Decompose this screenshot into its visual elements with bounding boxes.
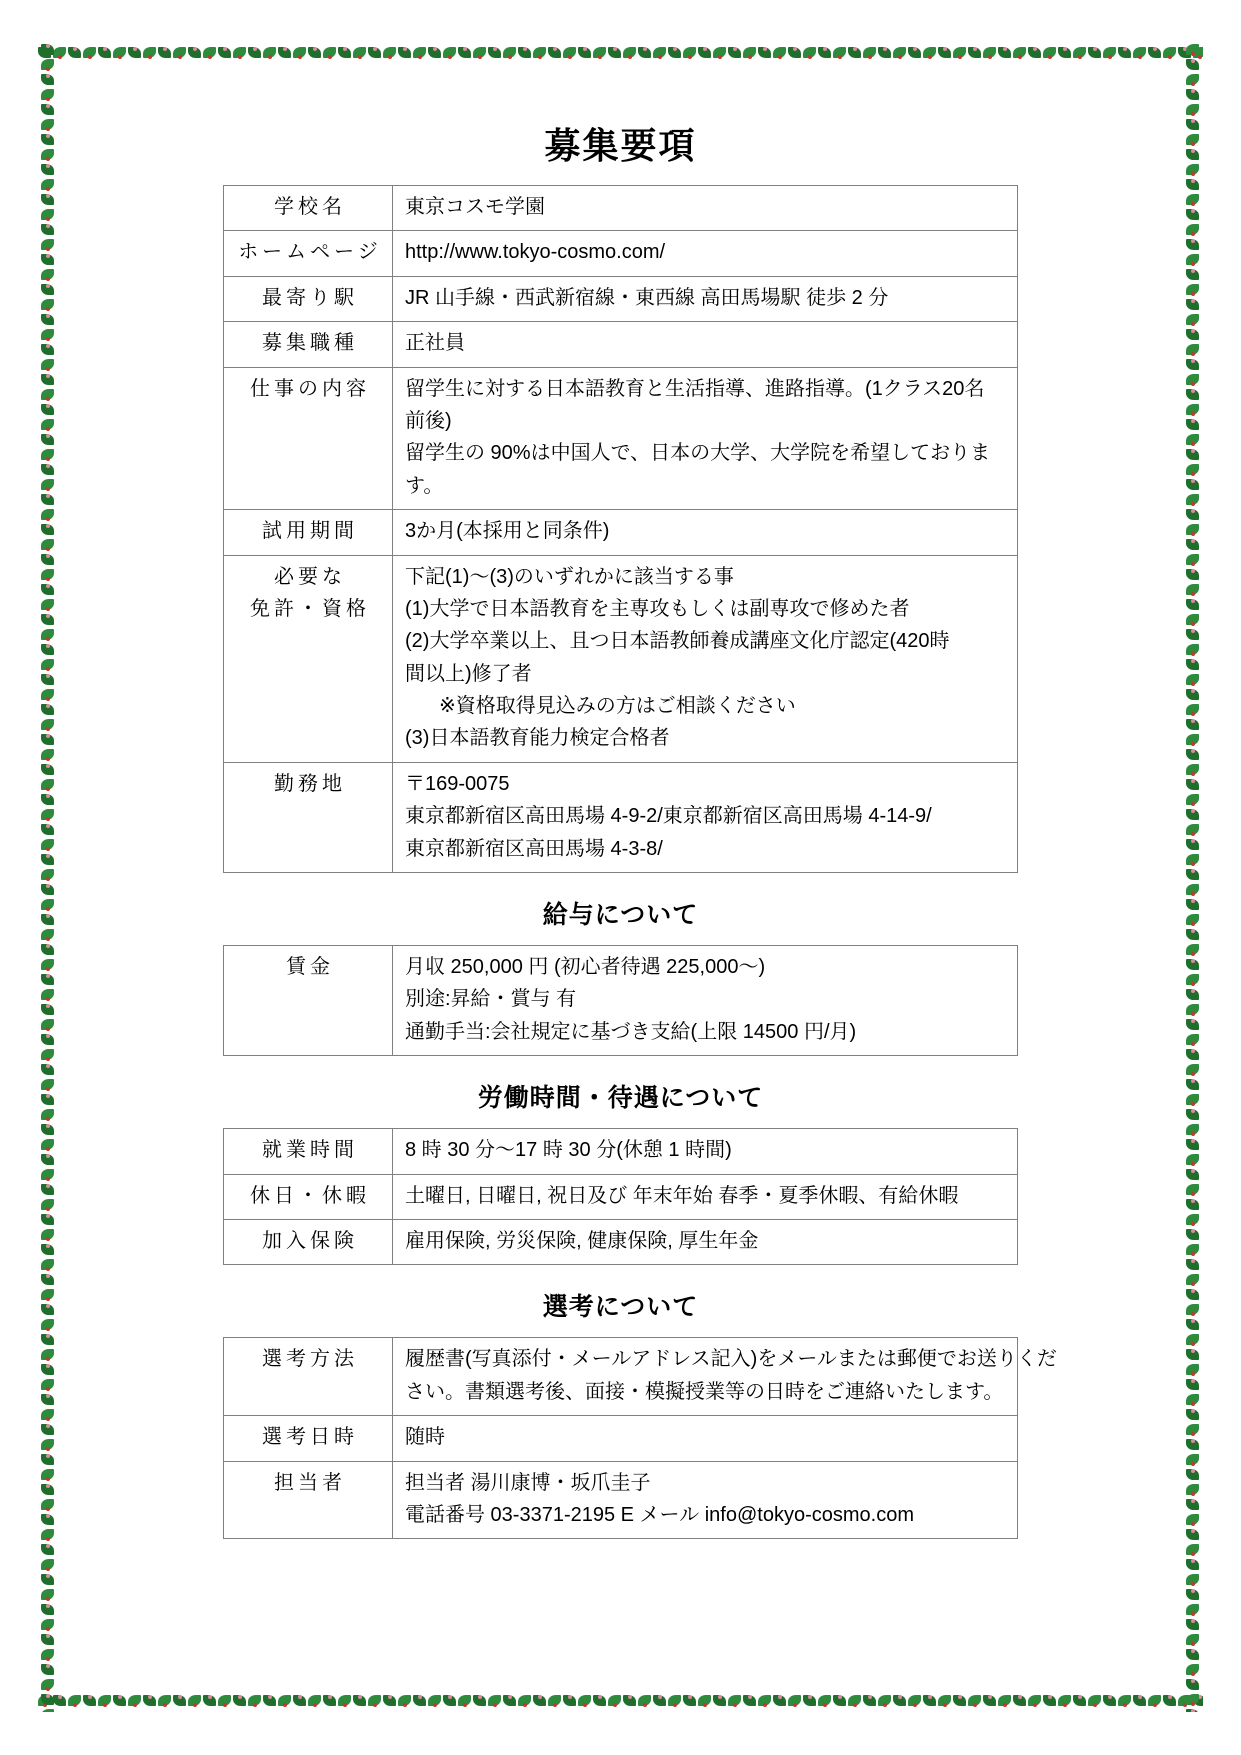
row-value-line: 8 時 30 分〜17 時 30 分(休憩 1 時間) xyxy=(405,1139,732,1162)
holly-berry-icon xyxy=(898,1695,902,1699)
holly-leaf-icon xyxy=(908,1695,921,1706)
holly-berry-icon xyxy=(223,1703,227,1707)
table-row xyxy=(224,946,1018,1056)
holly-berry-icon xyxy=(358,1695,362,1699)
holly-leaf-icon xyxy=(278,1695,291,1706)
holly-leaf-icon xyxy=(608,1695,621,1706)
row-value xyxy=(393,367,1018,510)
holly-leaf-icon xyxy=(1186,1634,1199,1645)
row-label: 最寄り駅 xyxy=(224,276,393,321)
holly-berry-icon xyxy=(778,1695,782,1699)
holly-leaf-icon xyxy=(848,1695,861,1706)
row-value-line: 別途:昇給・賞与 有 xyxy=(405,988,577,1011)
holly-berry-icon xyxy=(298,1695,302,1699)
holly-berry-icon xyxy=(46,1634,50,1638)
holly-berry-icon xyxy=(1191,1702,1195,1706)
holly-berry-icon xyxy=(1191,1679,1195,1683)
holly-berry-icon xyxy=(673,1703,677,1707)
row-value-line: 東京都新宿区高田馬場 4-3-8/ xyxy=(405,837,663,860)
row-label xyxy=(224,555,393,762)
holly-leaf-icon xyxy=(173,1695,186,1706)
row-label: 試用期間 xyxy=(224,510,393,555)
holly-leaf-icon xyxy=(41,1649,54,1660)
salary-table xyxy=(223,945,1018,1056)
holly-leaf-icon xyxy=(1186,1544,1199,1555)
row-value-line: 通勤手当:会社規定に基づき支給(上限 14500 円/月) xyxy=(405,1020,857,1043)
holly-leaf-icon xyxy=(233,1695,246,1706)
holly-leaf-icon xyxy=(41,1619,54,1630)
holly-leaf-icon xyxy=(293,1695,306,1706)
holly-berry-icon xyxy=(733,1703,737,1707)
holly-berry-icon xyxy=(118,1695,122,1699)
holly-berry-icon xyxy=(583,1703,587,1707)
holly-berry-icon xyxy=(163,1703,167,1707)
holly-leaf-icon xyxy=(1193,1695,1203,1706)
holly-leaf-icon xyxy=(1186,1559,1199,1570)
row-value xyxy=(393,1129,1018,1174)
holly-leaf-icon xyxy=(41,1664,54,1675)
holly-leaf-icon xyxy=(1186,1604,1199,1615)
row-value-line: 留学生の 90%は中国人で、日本の大学、大学院を希望しておりま xyxy=(405,442,991,465)
holly-leaf-icon xyxy=(578,1695,591,1706)
holly-berry-icon xyxy=(73,1703,77,1707)
holly-leaf-icon xyxy=(41,1694,54,1705)
holly-leaf-icon xyxy=(1088,1695,1101,1706)
holly-berry-icon xyxy=(46,1544,50,1548)
row-value-line: 雇用保険, 労災保険, 健康保険, 厚生年金 xyxy=(405,1229,759,1252)
row-value-line: 〒169-0075 xyxy=(405,772,510,795)
hours-table-body xyxy=(224,1129,1018,1265)
table-row xyxy=(224,276,1018,321)
holly-berry-icon xyxy=(853,1703,857,1707)
holly-berry-icon xyxy=(46,1694,50,1698)
holly-berry-icon xyxy=(46,1604,50,1608)
holly-leaf-icon xyxy=(41,1559,54,1570)
table-row xyxy=(224,1338,1018,1416)
row-value xyxy=(393,1219,1018,1264)
holly-berry-icon xyxy=(718,1695,722,1699)
holly-berry-icon xyxy=(1191,1649,1195,1653)
row-value xyxy=(393,186,1018,231)
row-value-line: す。 xyxy=(405,474,444,497)
row-value-line: ※資格取得見込みの方はご相談ください xyxy=(439,695,796,718)
holly-berry-icon xyxy=(868,1695,872,1699)
holly-berry-icon xyxy=(913,1703,917,1707)
holly-leaf-icon xyxy=(893,1695,906,1706)
row-value-line: 前後) xyxy=(405,409,452,432)
hours-table xyxy=(223,1128,1018,1265)
holly-leaf-icon xyxy=(338,1695,351,1706)
holly-leaf-icon xyxy=(1133,1695,1146,1706)
holly-berry-icon xyxy=(193,1703,197,1707)
row-value-line: 土曜日, 日曜日, 祝日及び 年末年始 春季・夏季休暇、有給休暇 xyxy=(405,1184,959,1207)
holly-leaf-icon xyxy=(1186,1619,1199,1630)
holly-leaf-icon xyxy=(1118,1695,1131,1706)
row-value-line: 東京コスモ学園 xyxy=(405,196,545,218)
row-value xyxy=(393,946,1018,1056)
holly-berry-icon xyxy=(433,1703,437,1707)
holly-berry-icon xyxy=(478,1695,482,1699)
holly-berry-icon xyxy=(523,1703,527,1707)
holly-leaf-icon xyxy=(398,1695,411,1706)
holly-berry-icon xyxy=(46,1657,50,1661)
holly-berry-icon xyxy=(1191,1582,1195,1586)
holly-leaf-icon xyxy=(41,1634,54,1645)
holly-berry-icon xyxy=(328,1695,332,1699)
holly-berry-icon xyxy=(1138,1695,1142,1699)
holly-berry-icon xyxy=(1191,1552,1195,1556)
holly-leaf-icon xyxy=(323,1695,336,1706)
holly-leaf-icon xyxy=(1073,1695,1086,1706)
holly-berry-icon xyxy=(268,1695,272,1699)
holly-berry-icon xyxy=(58,1695,62,1699)
row-value xyxy=(393,555,1018,762)
row-value xyxy=(393,1416,1018,1461)
holly-berry-icon xyxy=(838,1695,842,1699)
row-label: 加入保険 xyxy=(224,1219,393,1264)
holly-leaf-icon xyxy=(188,1695,201,1706)
holly-leaf-icon xyxy=(803,1695,816,1706)
table-row xyxy=(224,555,1018,762)
holly-leaf-icon xyxy=(128,1695,141,1706)
holly-leaf-icon xyxy=(38,1695,51,1706)
holly-leaf-icon xyxy=(41,1604,54,1615)
holly-berry-icon xyxy=(1191,1589,1195,1593)
holly-leaf-icon xyxy=(41,1709,54,1712)
row-value xyxy=(393,510,1018,555)
holly-berry-icon xyxy=(643,1703,647,1707)
selection-table xyxy=(223,1337,1057,1539)
row-label: 賃金 xyxy=(224,946,393,1056)
row-label: 学校名 xyxy=(224,186,393,231)
row-label: 選考日時 xyxy=(224,1416,393,1461)
holly-leaf-icon xyxy=(968,1695,981,1706)
holly-leaf-icon xyxy=(1186,1679,1199,1690)
holly-leaf-icon xyxy=(683,1695,696,1706)
row-value xyxy=(393,231,1018,276)
holly-berry-icon xyxy=(1191,1709,1195,1712)
holly-leaf-icon xyxy=(1013,1695,1026,1706)
row-value-line: (1)大学で日本語教育を主専攻もしくは副専攻で修めた者 xyxy=(405,597,910,620)
row-value xyxy=(393,1174,1018,1219)
holly-leaf-icon xyxy=(68,1695,81,1706)
holly-berry-icon xyxy=(493,1703,497,1707)
holly-leaf-icon xyxy=(368,1695,381,1706)
holly-berry-icon xyxy=(1003,1703,1007,1707)
row-value-line: JR 山手線・西武新宿線・東西線 高田馬場駅 徒歩 2 分 xyxy=(405,286,889,309)
basic-info-body xyxy=(224,186,1018,873)
holly-berry-icon xyxy=(1191,1612,1195,1616)
holly-berry-icon xyxy=(253,1703,257,1707)
holly-berry-icon xyxy=(1048,1695,1052,1699)
holly-berry-icon xyxy=(46,1574,50,1578)
row-label-line: 必要な xyxy=(274,565,346,588)
holly-leaf-icon xyxy=(1186,1649,1199,1660)
row-value-line: 月収 250,000 円 (初心者待遇 225,000〜) xyxy=(405,956,766,979)
holly-leaf-icon xyxy=(218,1695,231,1706)
holly-berry-icon xyxy=(418,1695,422,1699)
holly-leaf-icon xyxy=(1186,1709,1199,1712)
holly-leaf-icon xyxy=(41,1574,54,1585)
holly-leaf-icon xyxy=(533,1695,546,1706)
row-label: ホームページ xyxy=(224,231,393,276)
holly-berry-icon xyxy=(883,1703,887,1707)
holly-leaf-icon xyxy=(1163,1695,1176,1706)
table-row xyxy=(224,1461,1018,1539)
holly-berry-icon xyxy=(1093,1703,1097,1707)
holly-berry-icon xyxy=(46,1567,50,1571)
row-value-line: 履歴書(写真添付・メールアドレス記入)をメールまたは郵便でお送りくだ xyxy=(405,1348,1057,1371)
holly-berry-icon xyxy=(658,1695,662,1699)
row-value-line: (3)日本語教育能力検定合格者 xyxy=(405,727,670,750)
row-value xyxy=(393,1338,1057,1416)
row-value-line: 電話番号 03-3371-2195 E メール info@tokyo-cosmo.com xyxy=(405,1503,914,1526)
holly-leaf-icon xyxy=(1186,1664,1199,1675)
holly-berry-icon xyxy=(943,1703,947,1707)
holly-berry-icon xyxy=(553,1703,557,1707)
holly-berry-icon xyxy=(178,1695,182,1699)
hours-section-heading: 労働時間・待遇について xyxy=(477,1083,764,1113)
holly-leaf-icon xyxy=(518,1695,531,1706)
holly-berry-icon xyxy=(1191,1672,1195,1676)
holly-leaf-icon xyxy=(953,1695,966,1706)
holly-leaf-icon xyxy=(788,1695,801,1706)
holly-berry-icon xyxy=(46,1687,50,1691)
holly-leaf-icon xyxy=(548,1695,561,1706)
selection-table-body xyxy=(224,1338,1057,1539)
holly-berry-icon xyxy=(1063,1703,1067,1707)
holly-leaf-icon xyxy=(1058,1695,1071,1706)
holly-berry-icon xyxy=(1018,1695,1022,1699)
holly-leaf-icon xyxy=(563,1695,576,1706)
row-value-line: 下記(1)〜(3)のいずれかに該当する事 xyxy=(405,565,734,588)
row-value-line: 3か月(本採用と同条件) xyxy=(405,520,610,543)
holly-leaf-icon xyxy=(923,1695,936,1706)
row-value xyxy=(393,322,1018,367)
holly-berry-icon xyxy=(1198,1695,1202,1699)
holly-leaf-icon xyxy=(203,1695,216,1706)
row-label: 仕事の内容 xyxy=(224,367,393,510)
holly-berry-icon xyxy=(703,1703,707,1707)
holly-leaf-icon xyxy=(878,1695,891,1706)
holly-berry-icon xyxy=(88,1695,92,1699)
holly-leaf-icon xyxy=(413,1695,426,1706)
holly-leaf-icon xyxy=(443,1695,456,1706)
holly-berry-icon xyxy=(823,1703,827,1707)
holly-berry-icon xyxy=(238,1695,242,1699)
holly-berry-icon xyxy=(373,1703,377,1707)
holly-leaf-icon xyxy=(998,1695,1011,1706)
basic-info-table xyxy=(223,185,1018,873)
row-value-line: (2)大学卒業以上、且つ日本語教師養成講座文化庁認定(420時 xyxy=(405,630,950,653)
row-label: 休日・休暇 xyxy=(224,1174,393,1219)
holly-berry-icon xyxy=(538,1695,542,1699)
holly-berry-icon xyxy=(1191,1559,1195,1563)
holly-berry-icon xyxy=(988,1695,992,1699)
holly-leaf-icon xyxy=(758,1695,771,1706)
table-row xyxy=(224,322,1018,367)
holly-leaf-icon xyxy=(473,1695,486,1706)
holly-leaf-icon xyxy=(143,1695,156,1706)
holly-berry-icon xyxy=(1191,1619,1195,1623)
holly-berry-icon xyxy=(448,1695,452,1699)
holly-berry-icon xyxy=(1191,1642,1195,1646)
holly-leaf-icon xyxy=(41,1544,54,1555)
holly-berry-icon xyxy=(46,1597,50,1601)
holly-leaf-icon xyxy=(503,1695,516,1706)
row-value xyxy=(393,276,1018,321)
holly-leaf-icon xyxy=(668,1695,681,1706)
holly-berry-icon xyxy=(1153,1703,1157,1707)
row-label: 就業時間 xyxy=(224,1129,393,1174)
holly-leaf-icon xyxy=(488,1695,501,1706)
table-row xyxy=(224,1174,1018,1219)
holly-leaf-icon xyxy=(428,1695,441,1706)
holly-berry-icon xyxy=(928,1695,932,1699)
row-label: 募集職種 xyxy=(224,322,393,367)
holly-berry-icon xyxy=(283,1703,287,1707)
holly-berry-icon xyxy=(748,1695,752,1699)
holly-leaf-icon xyxy=(863,1695,876,1706)
holly-leaf-icon xyxy=(113,1695,126,1706)
row-value-line: http://www.tokyo-cosmo.com/ xyxy=(405,241,666,264)
holly-leaf-icon xyxy=(623,1695,636,1706)
row-value-line: 東京都新宿区高田馬場 4-9-2/東京都新宿区高田馬場 4-14-9/ xyxy=(405,805,932,828)
row-label-line: 免許・資格 xyxy=(250,597,370,620)
row-label: 選考方法 xyxy=(224,1338,393,1416)
holly-berry-icon xyxy=(568,1695,572,1699)
salary-table-body xyxy=(224,946,1018,1056)
table-row xyxy=(224,510,1018,555)
holly-berry-icon xyxy=(598,1695,602,1699)
holly-leaf-icon xyxy=(263,1695,276,1706)
holly-berry-icon xyxy=(808,1695,812,1699)
row-value-line: 留学生に対する日本語教育と生活指導、進路指導。(1クラス20名 xyxy=(405,377,985,400)
holly-leaf-icon xyxy=(743,1695,756,1706)
selection-section-heading: 選考について xyxy=(542,1292,699,1322)
holly-leaf-icon xyxy=(983,1695,996,1706)
holly-leaf-icon xyxy=(248,1695,261,1706)
row-label: 勤務地 xyxy=(224,762,393,872)
holly-leaf-icon xyxy=(98,1695,111,1706)
holly-leaf-icon xyxy=(818,1695,831,1706)
holly-berry-icon xyxy=(1033,1703,1037,1707)
holly-berry-icon xyxy=(1123,1703,1127,1707)
holly-leaf-icon xyxy=(1186,1694,1199,1705)
holly-berry-icon xyxy=(1168,1695,1172,1699)
holly-leaf-icon xyxy=(653,1695,666,1706)
holly-leaf-icon xyxy=(53,1695,66,1706)
holly-berry-icon xyxy=(43,1703,47,1707)
table-row xyxy=(224,1416,1018,1461)
holly-leaf-icon xyxy=(698,1695,711,1706)
holly-leaf-icon xyxy=(41,1679,54,1690)
row-value-line: 正社員 xyxy=(405,332,465,355)
holly-berry-icon xyxy=(208,1695,212,1699)
holly-berry-icon xyxy=(1108,1695,1112,1699)
row-label: 担当者 xyxy=(224,1461,393,1539)
holly-berry-icon xyxy=(148,1695,152,1699)
holly-berry-icon xyxy=(1078,1695,1082,1699)
holly-berry-icon xyxy=(343,1703,347,1707)
holly-berry-icon xyxy=(628,1695,632,1699)
holly-leaf-icon xyxy=(308,1695,321,1706)
holly-leaf-icon xyxy=(353,1695,366,1706)
holly-berry-icon xyxy=(763,1703,767,1707)
holly-leaf-icon xyxy=(1103,1695,1116,1706)
row-value xyxy=(393,1461,1018,1539)
table-row xyxy=(224,231,1018,276)
holly-leaf-icon xyxy=(773,1695,786,1706)
holly-leaf-icon xyxy=(833,1695,846,1706)
holly-berry-icon xyxy=(958,1695,962,1699)
salary-section-heading: 給与について xyxy=(542,900,699,930)
holly-berry-icon xyxy=(403,1703,407,1707)
table-row xyxy=(224,367,1018,510)
holly-leaf-icon xyxy=(1178,1695,1191,1706)
holly-berry-icon xyxy=(463,1703,467,1707)
holly-berry-icon xyxy=(388,1695,392,1699)
holly-berry-icon xyxy=(46,1627,50,1631)
holly-leaf-icon xyxy=(593,1695,606,1706)
holly-leaf-icon xyxy=(638,1695,651,1706)
table-row xyxy=(224,186,1018,231)
holly-leaf-icon xyxy=(383,1695,396,1706)
holly-leaf-icon xyxy=(728,1695,741,1706)
holly-leaf-icon xyxy=(158,1695,171,1706)
holly-leaf-icon xyxy=(1028,1695,1041,1706)
holly-leaf-icon xyxy=(938,1695,951,1706)
holly-berry-icon xyxy=(103,1703,107,1707)
row-value xyxy=(393,762,1018,872)
row-value-line: 担当者 湯川康博・坂爪圭子 xyxy=(405,1471,651,1494)
holly-leaf-icon xyxy=(41,1589,54,1600)
holly-leaf-icon xyxy=(83,1695,96,1706)
table-row xyxy=(224,1129,1018,1174)
holly-leaf-icon xyxy=(1043,1695,1056,1706)
row-value-line: 間以上)修了者 xyxy=(405,662,532,685)
holly-berry-icon xyxy=(1183,1703,1187,1707)
holly-leaf-icon xyxy=(1148,1695,1161,1706)
holly-berry-icon xyxy=(508,1695,512,1699)
holly-leaf-icon xyxy=(1186,1589,1199,1600)
holly-leaf-icon xyxy=(713,1695,726,1706)
holly-berry-icon xyxy=(973,1703,977,1707)
row-value-line: 随時 xyxy=(405,1426,445,1449)
holly-berry-icon xyxy=(313,1703,317,1707)
page-title: 募集要項 xyxy=(544,126,697,167)
holly-berry-icon xyxy=(688,1695,692,1699)
row-value-line: さい。書類選考後、面接・模擬授業等の日時をご連絡いたします。 xyxy=(405,1380,1004,1403)
table-row xyxy=(224,1219,1018,1264)
holly-berry-icon xyxy=(613,1703,617,1707)
border-edge-bottom xyxy=(38,1686,1203,1712)
holly-leaf-icon xyxy=(458,1695,471,1706)
holly-berry-icon xyxy=(46,1664,50,1668)
holly-berry-icon xyxy=(793,1703,797,1707)
holly-berry-icon xyxy=(133,1703,137,1707)
table-row xyxy=(224,762,1018,872)
holly-leaf-icon xyxy=(1186,1574,1199,1585)
